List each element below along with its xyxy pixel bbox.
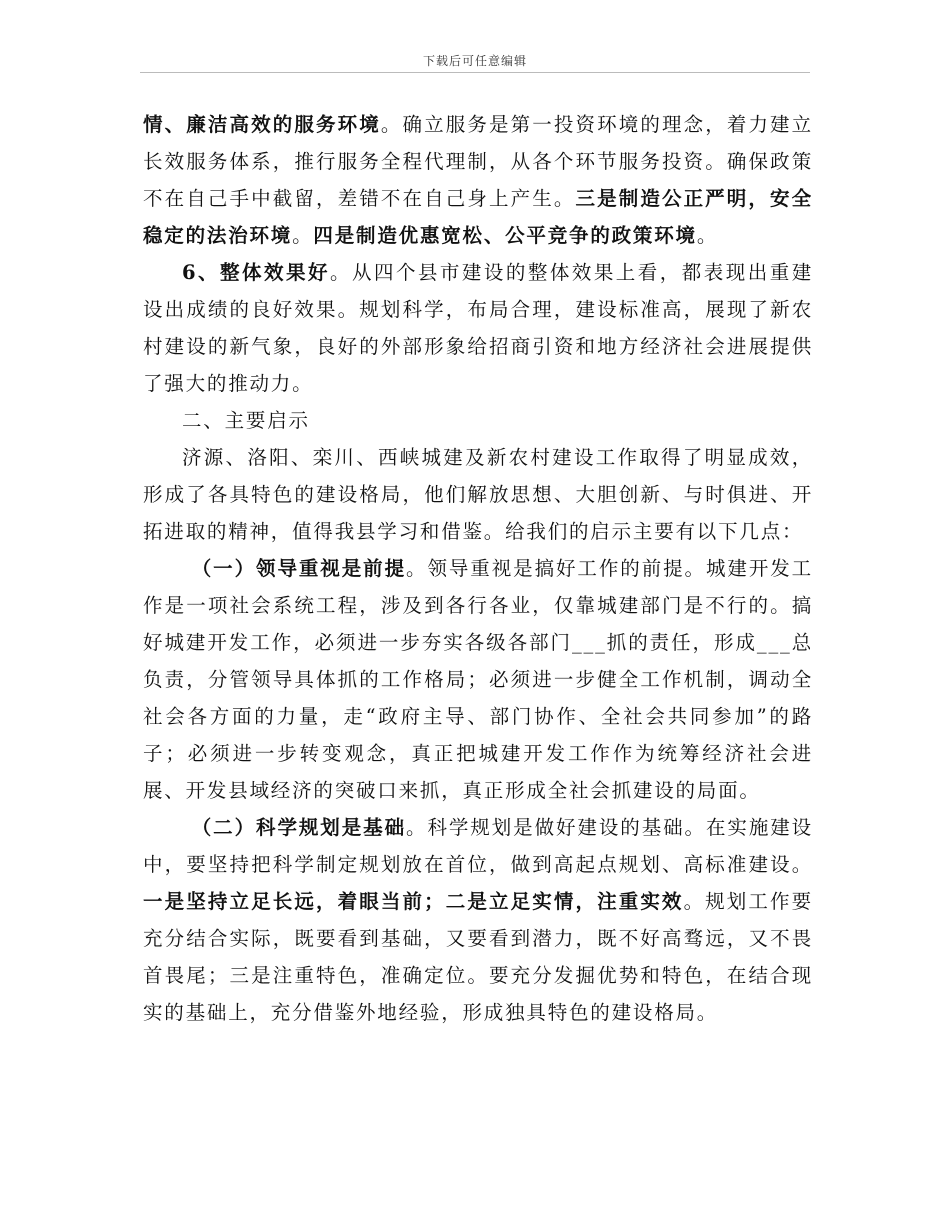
text-run-bold: 情、廉洁高效的服务环境 bbox=[143, 113, 381, 136]
text-run: 。 bbox=[292, 224, 314, 247]
paragraph bbox=[143, 809, 813, 1031]
text-run: 二、主要启示 bbox=[182, 409, 310, 432]
text-run: 。领导重视是搞好工作的前提。城建开发工作是一项社会系统工程，涉及到各行各业，仅靠城建部门是不行的。搞好城建开发工作，必须进一步夯实各级各部门___抓的责任，形成___总负责，分管领导具体抓的工作格局；必须进一步健全工作机制，调动全社会各方面的力量，走“政府主导、部门协作、全社会共同参加”的路子；必须进一步转变观念，真正把城建开发工作作为统筹经济社会进展、开发县域经济的突破口来抓，真正形成全社会抓建设的局面。 bbox=[143, 557, 813, 802]
text-run-bold: 6、整体效果好 bbox=[182, 261, 330, 284]
text-run-bold: （二）科学规划是基础 bbox=[191, 816, 407, 839]
text-run: 济源、洛阳、栾川、西峡城建及新农村建设工作取得了明显成效，形成了各具特色的建设格局，他们解放思想、大胆创新、与时俱进、开拓进取的精神，值得我县学习和借鉴。给我们的启示主要有以下几点： bbox=[143, 446, 813, 543]
text-run: 。 bbox=[696, 224, 719, 247]
text-run-bold: 一是坚持立足长远，着眼当前；二是立足实情，注重实效 bbox=[143, 890, 684, 913]
paragraph bbox=[143, 439, 813, 550]
text-run-bold: 三是制造公正严明，安全稳定的法治环境 bbox=[143, 187, 813, 247]
header-rule bbox=[140, 72, 810, 73]
paragraph bbox=[143, 254, 813, 402]
text-run-bold: （一）领导重视是前提 bbox=[191, 557, 407, 580]
section-heading bbox=[143, 402, 813, 439]
text-run: 。从四个县市建设的整体效果上看，都表现出重建设出成绩的良好效果。规划科学，布局合理，建设标准高，展现了新农村建设的新气象，良好的外部形象给招商引资和地方经济社会进展提供了强大的推动力。 bbox=[143, 261, 813, 395]
text-run-bold: 四是制造优惠宽松、公平竞争的政策环境 bbox=[313, 224, 697, 247]
text-run: 。规划工作要充分结合实际，既要看到基础，又要看到潜力，既不好高骛远，又不畏首畏尾；三是注重特色，准确定位。要充分发掘优势和特色，在结合现实的基础上，充分借鉴外地经验，形成独具特色的建设格局。 bbox=[143, 890, 813, 1024]
text-run: 。确立服务是第一投资环境的理念，着力建立长效服务体系，推行服务全程代理制，从各个环节服务投资。确保政策不在自己手中截留，差错不在自己身上产生。 bbox=[143, 113, 813, 210]
text-run: 。科学规划是做好建设的基础。在实施建设中，要坚持把科学制定规划放在首位，做到高起点规划、高标准建设。 bbox=[143, 816, 813, 876]
paragraph bbox=[143, 550, 813, 809]
page-header: 下载后可任意编辑 bbox=[422, 54, 527, 68]
paragraph bbox=[143, 106, 813, 254]
document-body bbox=[143, 106, 813, 1031]
